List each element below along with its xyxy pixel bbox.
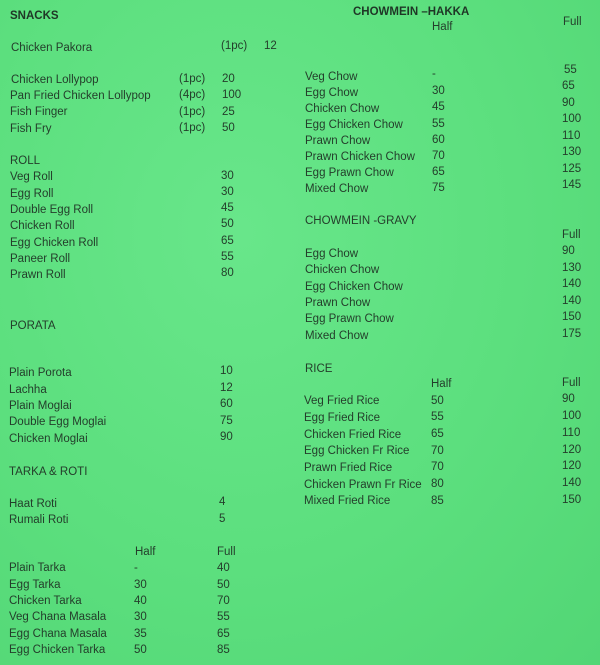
menu-item-half-price: 45 <box>432 101 445 113</box>
menu-item-half-price: 30 <box>432 85 445 97</box>
menu-item-price: 5 <box>219 513 226 525</box>
menu-item-half-price: 30 <box>134 579 147 591</box>
menu-item-name: Plain Moglai <box>9 400 72 412</box>
menu-item-price: 10 <box>220 365 233 377</box>
menu-item-name: Egg Roll <box>10 188 54 200</box>
menu-item-price: 25 <box>222 106 235 118</box>
column-header-half: Half <box>135 546 156 558</box>
menu-item-name: Prawn Fried Rice <box>304 462 393 474</box>
menu-item-full-price: 110 <box>562 427 581 439</box>
menu-item-name: Double Egg Moglai <box>9 416 107 428</box>
section-title-porata: PORATA <box>10 320 56 332</box>
menu-item-name: Chicken Prawn Fr Rice <box>304 479 422 491</box>
menu-item-half-price: 80 <box>431 478 444 490</box>
menu-item-full-price: 70 <box>217 595 230 607</box>
menu-item-name: Chicken Moglai <box>9 433 88 445</box>
menu-item-name: Egg Tarka <box>9 579 61 591</box>
menu-item-half-price: 65 <box>432 166 445 178</box>
menu-item-price: 12 <box>264 40 277 52</box>
menu-item-full-price: 140 <box>562 477 582 489</box>
menu-item-name: Egg Prawn Chow <box>305 167 394 179</box>
menu-item-price: 60 <box>220 398 233 410</box>
menu-item-name: Double Egg Roll <box>10 204 94 216</box>
menu-item-name: Prawn Chicken Chow <box>305 151 415 163</box>
menu-item-name: Fish Fry <box>10 123 52 135</box>
menu-item-full-price: 55 <box>564 64 577 76</box>
section-title-snacks: SNACKS <box>10 10 59 22</box>
menu-item-full-price: 140 <box>562 295 582 307</box>
menu-item-name: Veg Roll <box>10 171 53 183</box>
menu-item-name: Haat Roti <box>9 498 57 510</box>
menu-item-name: Pan Fried Chicken Lollypop <box>10 90 151 102</box>
menu-item-name: Plain Porota <box>9 367 72 379</box>
section-title-rice: RICE <box>305 363 333 375</box>
section-title-chowmein-hakka: CHOWMEIN –HAKKA <box>353 6 470 18</box>
menu-item-name: Egg Chana Masala <box>9 628 107 640</box>
column-header-half: Half <box>431 378 452 390</box>
menu-item-qty: (1pc) <box>221 40 248 52</box>
menu-item-half-price: 50 <box>431 395 444 407</box>
menu-item-price: 90 <box>220 431 233 443</box>
menu-item-qty: (1pc) <box>179 106 206 118</box>
section-title-roll: ROLL <box>10 155 41 167</box>
menu-item-half-price: 60 <box>432 134 445 146</box>
menu-item-price: 12 <box>220 382 233 394</box>
menu-item-half-price: 30 <box>134 611 147 623</box>
menu-item-full-price: 120 <box>562 460 582 472</box>
menu-item-full-price: 130 <box>562 146 582 158</box>
menu-item-name: Prawn Chow <box>305 135 371 147</box>
menu-item-name: Egg Fried Rice <box>304 412 381 424</box>
menu-item-half-price: 55 <box>432 118 445 130</box>
menu-item-full-price: 40 <box>217 562 230 574</box>
menu-item-name: Mixed Chow <box>305 330 369 342</box>
menu-item-full-price: 90 <box>562 97 575 109</box>
menu-item-full-price: 65 <box>562 80 575 92</box>
menu-item-half-price: 70 <box>431 461 444 473</box>
menu-item-full-price: 65 <box>217 628 230 640</box>
menu-item-name: Chicken Roll <box>10 220 75 232</box>
menu-item-full-price: 90 <box>562 393 575 405</box>
menu-item-full-price: 100 <box>562 113 582 125</box>
menu-item-half-price: - <box>432 68 436 80</box>
section-title-tarka-roti: TARKA & ROTI <box>9 466 88 478</box>
menu-item-full-price: 125 <box>562 163 582 175</box>
menu-item-name: Chicken Chow <box>305 264 380 276</box>
menu-item-name: Chicken Fried Rice <box>304 429 402 441</box>
menu-item-name: Egg Prawn Chow <box>305 313 394 325</box>
menu-item-name: Egg Chow <box>305 248 359 260</box>
menu-item-half-price: 75 <box>432 182 445 194</box>
menu-item-name: Veg Chana Masala <box>9 611 107 623</box>
menu-item-full-price: 150 <box>562 494 582 506</box>
menu-item-qty: (4pc) <box>179 89 206 101</box>
menu-item-qty: (1pc) <box>179 122 206 134</box>
menu-item-price: 50 <box>222 122 235 134</box>
menu-item-name: Rumali Roti <box>9 514 69 526</box>
menu-item-full-price: 55 <box>217 611 230 623</box>
menu-item-price: 4 <box>219 496 226 508</box>
menu-item-full-price: 150 <box>562 311 582 323</box>
menu-item-name: Plain Tarka <box>9 562 66 574</box>
menu-item-name: Chicken Pakora <box>11 42 93 54</box>
column-header-full: Full <box>563 16 582 28</box>
menu-item-half-price: 85 <box>431 495 444 507</box>
menu-item-half-price: - <box>134 562 138 574</box>
menu-item-name: Lachha <box>9 384 47 396</box>
menu-item-price: 80 <box>221 267 234 279</box>
menu-item-price: 20 <box>222 73 235 85</box>
section-title-chowmein-gravy: CHOWMEIN -GRAVY <box>305 215 417 227</box>
menu-item-name: Mixed Chow <box>305 183 369 195</box>
menu-item-price: 65 <box>221 235 234 247</box>
menu-item-full-price: 130 <box>562 262 582 274</box>
column-header-full: Full <box>562 229 581 241</box>
menu-item-full-price: 100 <box>562 410 582 422</box>
column-header-half: Half <box>432 21 453 33</box>
menu-item-name: Paneer Roll <box>10 253 71 265</box>
menu-item-half-price: 40 <box>134 595 147 607</box>
menu-item-price: 50 <box>221 218 234 230</box>
menu-item-half-price: 35 <box>134 628 147 640</box>
menu-item-name: Veg Fried Rice <box>304 395 380 407</box>
column-header-full: Full <box>217 546 236 558</box>
menu-item-full-price: 140 <box>562 278 582 290</box>
menu-item-name: Chicken Tarka <box>9 595 82 607</box>
menu-item-price: 45 <box>221 202 234 214</box>
menu-item-full-price: 145 <box>562 179 582 191</box>
menu-item-price: 55 <box>221 251 234 263</box>
menu-item-name: Prawn Roll <box>10 269 66 281</box>
menu-item-price: 30 <box>221 170 234 182</box>
menu-item-name: Mixed Fried Rice <box>304 495 391 507</box>
menu-item-name: Egg Chicken Tarka <box>9 644 106 656</box>
menu-item-name: Egg Chow <box>305 87 359 99</box>
menu-item-name: Fish Finger <box>10 106 68 118</box>
column-header-full: Full <box>562 377 581 389</box>
menu-item-price: 75 <box>220 415 233 427</box>
menu-item-name: Egg Chicken Roll <box>10 237 99 249</box>
menu-item-name: Egg Chicken Fr Rice <box>304 445 410 457</box>
menu-item-qty: (1pc) <box>179 73 206 85</box>
menu-item-half-price: 65 <box>431 428 444 440</box>
menu-item-name: Chicken Chow <box>305 103 380 115</box>
menu-item-name: Chicken Lollypop <box>11 74 99 86</box>
menu-item-half-price: 55 <box>431 411 444 423</box>
menu-item-half-price: 50 <box>134 644 147 656</box>
menu-item-full-price: 90 <box>562 245 575 257</box>
menu-item-price: 100 <box>222 89 242 101</box>
menu-item-full-price: 85 <box>217 644 230 656</box>
menu-item-price: 30 <box>221 186 234 198</box>
menu-item-full-price: 50 <box>217 579 230 591</box>
menu-item-name: Egg Chicken Chow <box>305 281 403 293</box>
menu-item-full-price: 110 <box>562 130 581 142</box>
menu-item-half-price: 70 <box>432 150 445 162</box>
menu-item-name: Egg Chicken Chow <box>305 119 403 131</box>
menu-item-name: Prawn Chow <box>305 297 371 309</box>
menu-item-half-price: 70 <box>431 445 444 457</box>
menu-item-full-price: 120 <box>562 444 582 456</box>
menu-item-name: Veg Chow <box>305 71 358 83</box>
menu-item-full-price: 175 <box>562 328 582 340</box>
